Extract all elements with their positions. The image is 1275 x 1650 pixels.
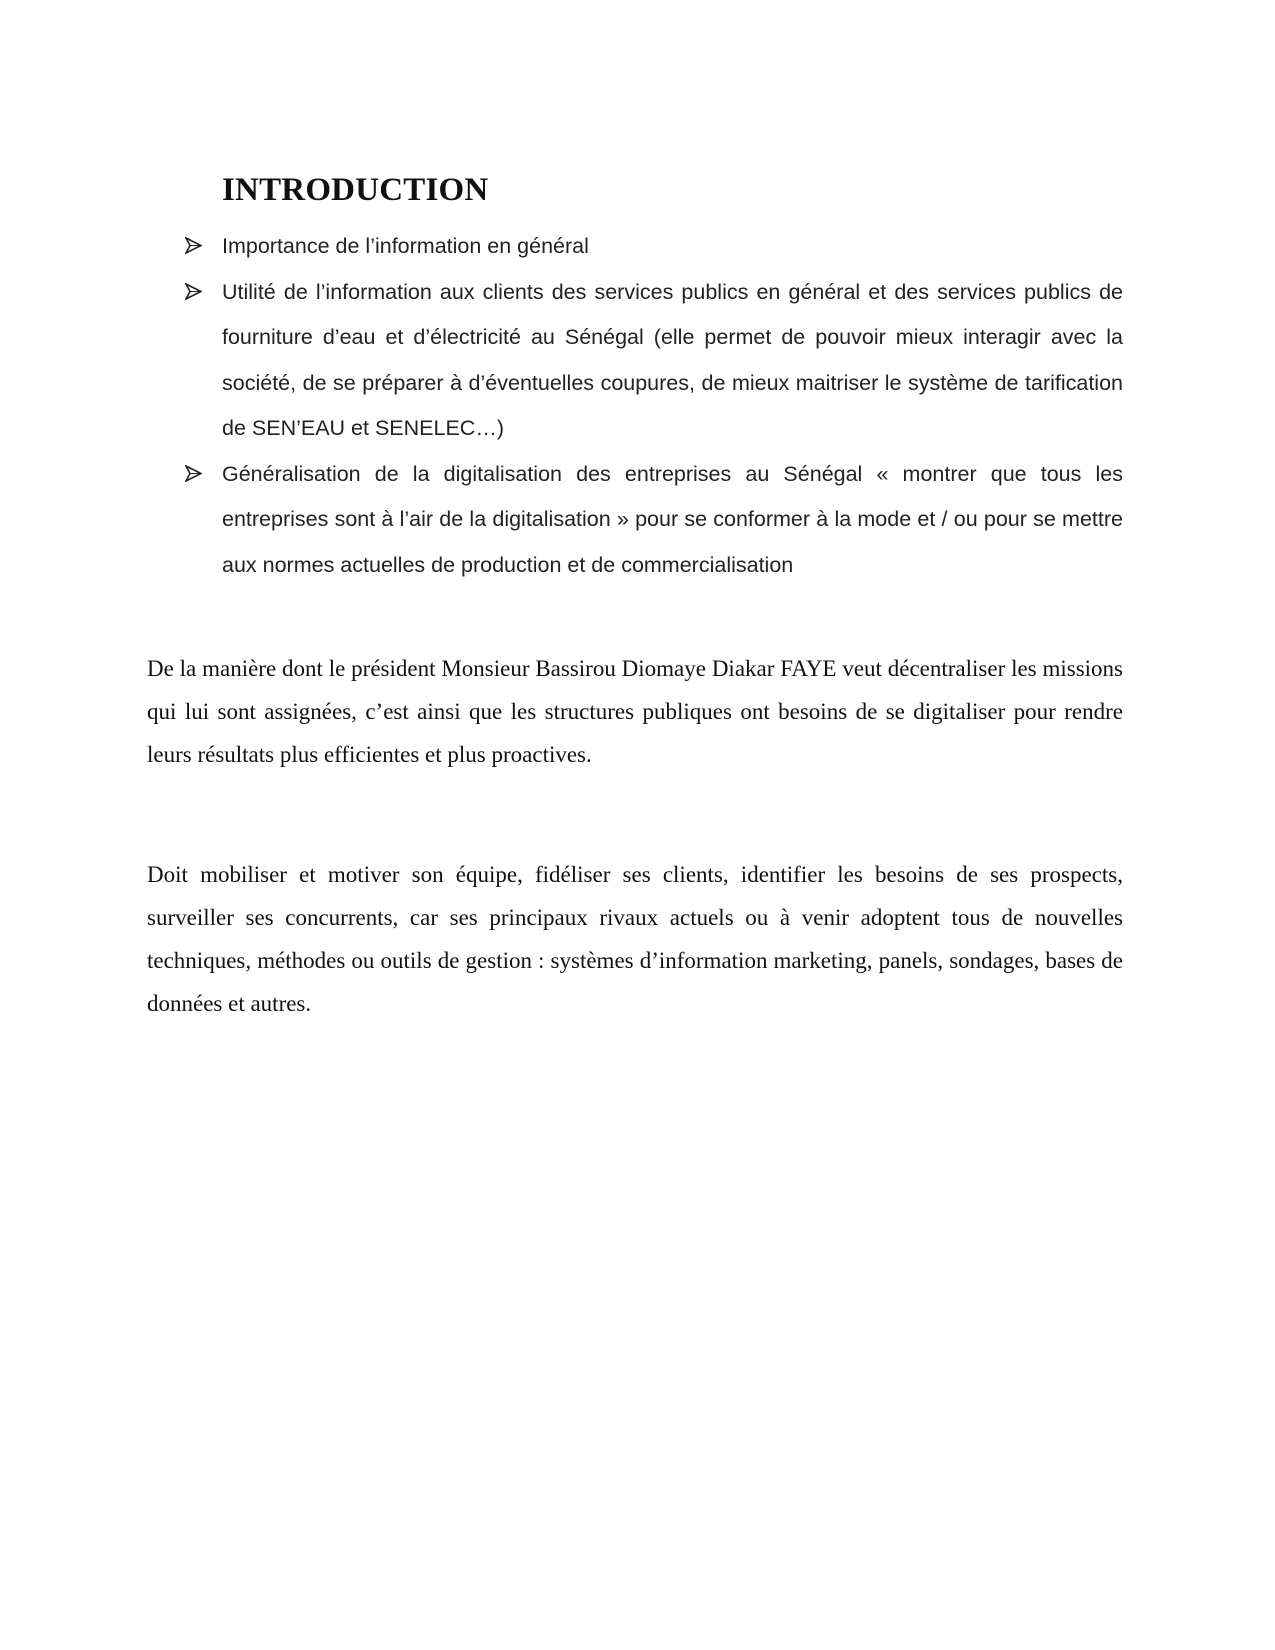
bullet-text: Importance de l’information en général — [222, 234, 589, 258]
bullet-text: Généralisation de la digitalisation des entreprises au Sénégal « montrer que tous les entreprises sont à l’air de la digitalisation » pour se conformer à la mode et / ou pour se mettre aux normes actuelles de production et de commercialisation — [222, 461, 1123, 577]
arrowhead-bullet-icon — [185, 452, 203, 498]
body-paragraph: Doit mobiliser et motiver son équipe, fidéliser ses clients, identifier les besoins de ses prospects, surveiller ses concurrents, car ses principaux rivaux actuels ou à venir adoptent tous de nouvelles techniques, méthodes ou outils de gestion : systèmes d’information marketing, panels, sondages, bases de données et autres. — [147, 862, 1123, 1016]
arrowhead-bullet-icon — [185, 224, 203, 270]
bullet-list — [185, 224, 1123, 588]
arrowhead-bullet-icon — [185, 270, 203, 316]
list-item — [185, 224, 1123, 270]
list-item — [185, 452, 1123, 589]
section-heading: INTRODUCTION — [222, 172, 489, 208]
bullet-text: Utilité de l’information aux clients des services publics en général et des services publics de fourniture d’eau et d’électricité au Sénégal (elle permet de pouvoir mieux interagir avec la société, de se préparer à d’éventuelles coupures, de mieux maitriser le système de tarification de SEN’EAU et SENELEC…) — [222, 279, 1123, 440]
list-item — [185, 270, 1123, 452]
body-paragraph: De la manière dont le président Monsieur Bassirou Diomaye Diakar FAYE veut décentraliser les missions qui lui sont assignées, c’est ainsi que les structures publiques ont besoins de se digitaliser pour rendre leurs résultats plus efficientes et plus proactives. — [147, 656, 1123, 767]
